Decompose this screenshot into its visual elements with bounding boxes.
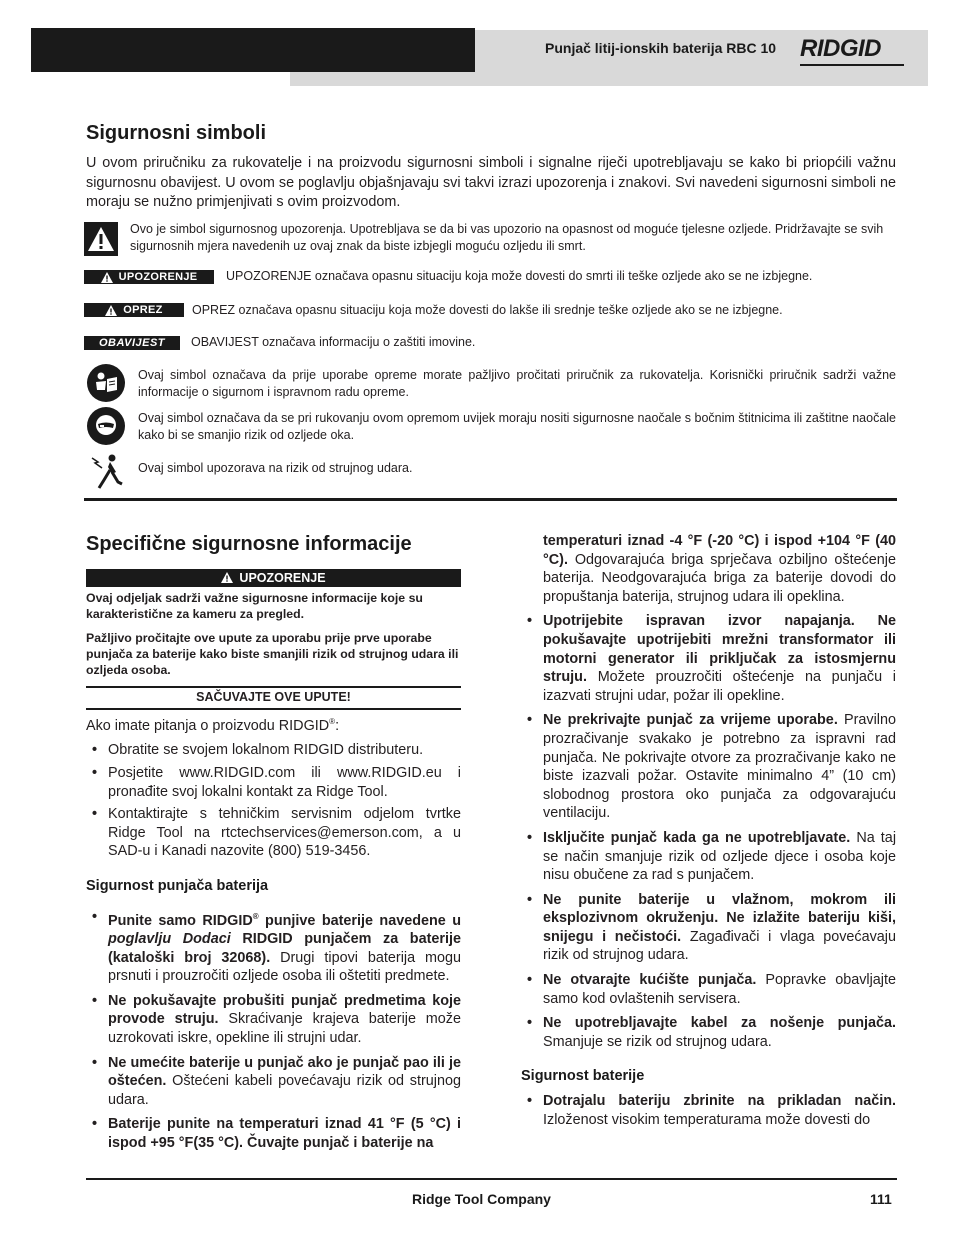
logo-text: RIDGID xyxy=(800,34,904,66)
section-title-specific-safety: Specifične sigurnosne informacije xyxy=(86,533,412,555)
save-instructions: SAČUVAJTE OVE UPUTE! xyxy=(196,690,351,704)
ridgid-logo xyxy=(800,34,904,64)
warning-triangle-icon xyxy=(101,272,113,283)
charger-safety-list-cont xyxy=(521,532,896,1051)
list-item: • Posjetite www.RIDGID.com ili www.RIDGID.eu i pronađite svoj lokalni kontakt za Ridge Tool. xyxy=(86,764,461,801)
warning-label-text: UPOZORENJE xyxy=(118,271,198,283)
section-title-safety-symbols: Sigurnosni simboli xyxy=(86,122,267,144)
alert-symbol-text: Ovo je simbol sigurnosnog upozorenja. Upotrebljava se da bi vas upozorio na opasnost od moguće tjelesne ozljede. Pridržavajte se svih sigurnosnih mjera navedenih uz ovaj znak da biste izbjegli moguću ozljedu ili smrt. xyxy=(130,222,884,253)
list-item: • Ne punite baterije u vlažnom, mokrom ili eksplozivnom okruženju. Ne izlažite bateriju kiši, snijegu i nečistoći. Zagađivači i vlaga povećavaju rizik od strujnog udara. xyxy=(521,891,896,965)
questions-line: Ako imate pitanja o proizvodu RIDGID®: xyxy=(86,717,340,734)
list-item: • Ne pokušavajte probušiti punjač predmetima koje provode struju. Skraćivanje krajeva baterije može uzrokovati iskre, opekline ili strujni udar. xyxy=(86,992,461,1048)
warning-paragraph-2: Pažljivo pročitajte ove upute za uporabu prije prve uporabe punjača za baterije kako biste smanjili rizik od strujnog udara ili ozljeda osoba. xyxy=(86,631,459,677)
warning-box xyxy=(86,569,461,678)
save-rule-bottom xyxy=(86,708,461,710)
list-item-continued: temperaturi iznad -4 °F (-20 °C) i ispod +104 °F (40 °C). Odgovarajuća briga sprječava ozbiljno oštećenje baterija. Neodgovarajuća briga za baterije dovodi do propuštanja baterija, strujnog udara ili opeklina. xyxy=(543,533,896,605)
glasses-symbol-text: Ovaj simbol označava da se pri rukovanju ovom opremom uvijek moraju nositi sigurnosne naočale s bočnim štitnicima ili zaštitne naočale kako bi se smanjio rizik od ozljede oka. xyxy=(138,411,896,442)
section-divider xyxy=(84,498,897,501)
manual-symbol-text: Ovaj simbol označava da prije uporabe opreme morate pažljivo pročitati priručnik za rukovatelja. Korisnički priručnik sadrži važne informacije o sigurnom i ispravnom radu opreme. xyxy=(138,368,896,399)
electric-shock-icon xyxy=(86,452,126,490)
caution-label xyxy=(84,303,184,317)
left-column xyxy=(86,713,461,1152)
list-item: • Dotrajalu bateriju zbrinite na prikladan način. Izloženost visokim temperaturama može dovesti do xyxy=(521,1092,896,1129)
notice-label: OBAVIJEST xyxy=(84,336,180,350)
header-title: Punjač litij-ionskih baterija RBC 10 xyxy=(545,40,777,56)
charger-safety-heading: Sigurnost punjača baterija xyxy=(86,877,269,894)
battery-safety-list xyxy=(521,1092,896,1129)
warning-triangle-icon xyxy=(221,572,233,583)
footer-rule xyxy=(86,1178,897,1180)
intro-paragraph: U ovom priručniku za rukovatelje i na proizvodu sigurnosni simboli i signalne riječi upotrebljavaju se kako bi priopćili važnu sigurnosnu obavijest. U ovom se poglavlju objašnjavaju svi takvi izrazi upozorenja i znakovi. Svi navedeni sigurnosni simboli ne moraju se nužno primjenjivati s ovim proizvodom. xyxy=(86,155,896,210)
list-item: • Ne umećite baterije u punjač ako je punjač pao ili je oštećen. Oštećeni kabeli povećavaju rizik od strujnog udara. xyxy=(86,1054,461,1110)
right-column xyxy=(521,532,896,1129)
safety-glasses-icon xyxy=(87,407,125,445)
warning-paragraph-1: Ovaj odjeljak sadrži važne sigurnosne informacije koje su karakteristične za kameru za pregled. xyxy=(86,591,423,621)
shock-symbol-text: Ovaj simbol upozorava na rizik od strujnog udara. xyxy=(138,461,413,475)
list-item: • Ne upotrebljavajte kabel za nošenje punjača. Smanjuje se rizik od strujnog udara. xyxy=(521,1014,896,1051)
warning-bar-label: UPOZORENJE xyxy=(239,571,326,585)
contact-list xyxy=(86,741,461,861)
list-item: • Ne prekrivajte punjač za vrijeme uporabe. Pravilno prozračivanje svakako je potrebno za ispravni rad punjača. Ne pokrivajte otvore za prozračivanje kako ne biste izazvali požar. Ostavite minimalno 4” (10 cm) slobodnog prostora oko punjača za odgovarajuću ventilaciju. xyxy=(521,711,896,823)
save-rule-top xyxy=(86,686,461,688)
list-item: • Ne otvarajte kućište punjača. Popravke obavljajte samo kod ovlaštenih servisera. xyxy=(521,971,896,1008)
battery-safety-heading: Sigurnost baterije xyxy=(521,1068,645,1085)
list-item: • Baterije punite na temperaturi iznad 41 °F (5 °C) i ispod +95 °F(35 °C). Čuvajte punjač i baterije na xyxy=(86,1115,461,1152)
list-item: • Isključite punjač kada ga ne upotrebljavate. Na taj se način smanjuje rizik od ozljede djece i osoba koje nisu obučene za rad s punjačem. xyxy=(521,829,896,885)
caution-label-text: OPREZ xyxy=(123,304,163,316)
header-black-bar xyxy=(31,28,475,72)
list-item: • Obratite se svojem lokalnom RIDGID distributeru. xyxy=(86,741,461,760)
safety-alert-icon xyxy=(84,222,118,256)
warning-label xyxy=(84,270,214,284)
read-manual-icon xyxy=(87,364,125,402)
page-number: 111 xyxy=(870,1191,892,1207)
charger-safety-list xyxy=(86,908,461,1153)
caution-triangle-icon xyxy=(105,305,117,316)
list-item: • Punite samo RIDGID® punjive baterije navedene u poglavlju Dodaci RIDGID punjačem za baterije (kataloški broj 32068). Drugi tipovi baterija mogu prsnuti i prouzročiti ozljede osoba ili oštetiti predmete. xyxy=(86,908,461,986)
footer-company: Ridge Tool Company xyxy=(412,1191,551,1207)
warning-text: UPOZORENJE označava opasnu situaciju koja može dovesti do smrti ili teške ozljede ako se ne izbjegne. xyxy=(226,269,813,283)
warning-bar xyxy=(86,569,461,587)
notice-text: OBAVIJEST označava informaciju o zaštiti imovine. xyxy=(191,335,476,349)
caution-text: OPREZ označava opasnu situaciju koja može dovesti do lakše ili srednje teške ozljede ako se ne izbjegne. xyxy=(192,303,783,317)
list-item: • Upotrijebite ispravan izvor napajanja. Ne pokušavajte upotrijebiti mrežni transformator ili motorni generator ili priključak za istosmjernu struju. Možete prouzročiti oštećenje na punjaču i izazvati strujni udar, požar ili opekline. xyxy=(521,612,896,705)
list-item: • Kontaktirajte s tehničkim servisnim odjelom tvrtke Ridge Tool na rtctechservices@emerson.com, a u SAD-u i Kanadi nazovite (800) 519-3456. xyxy=(86,805,461,861)
